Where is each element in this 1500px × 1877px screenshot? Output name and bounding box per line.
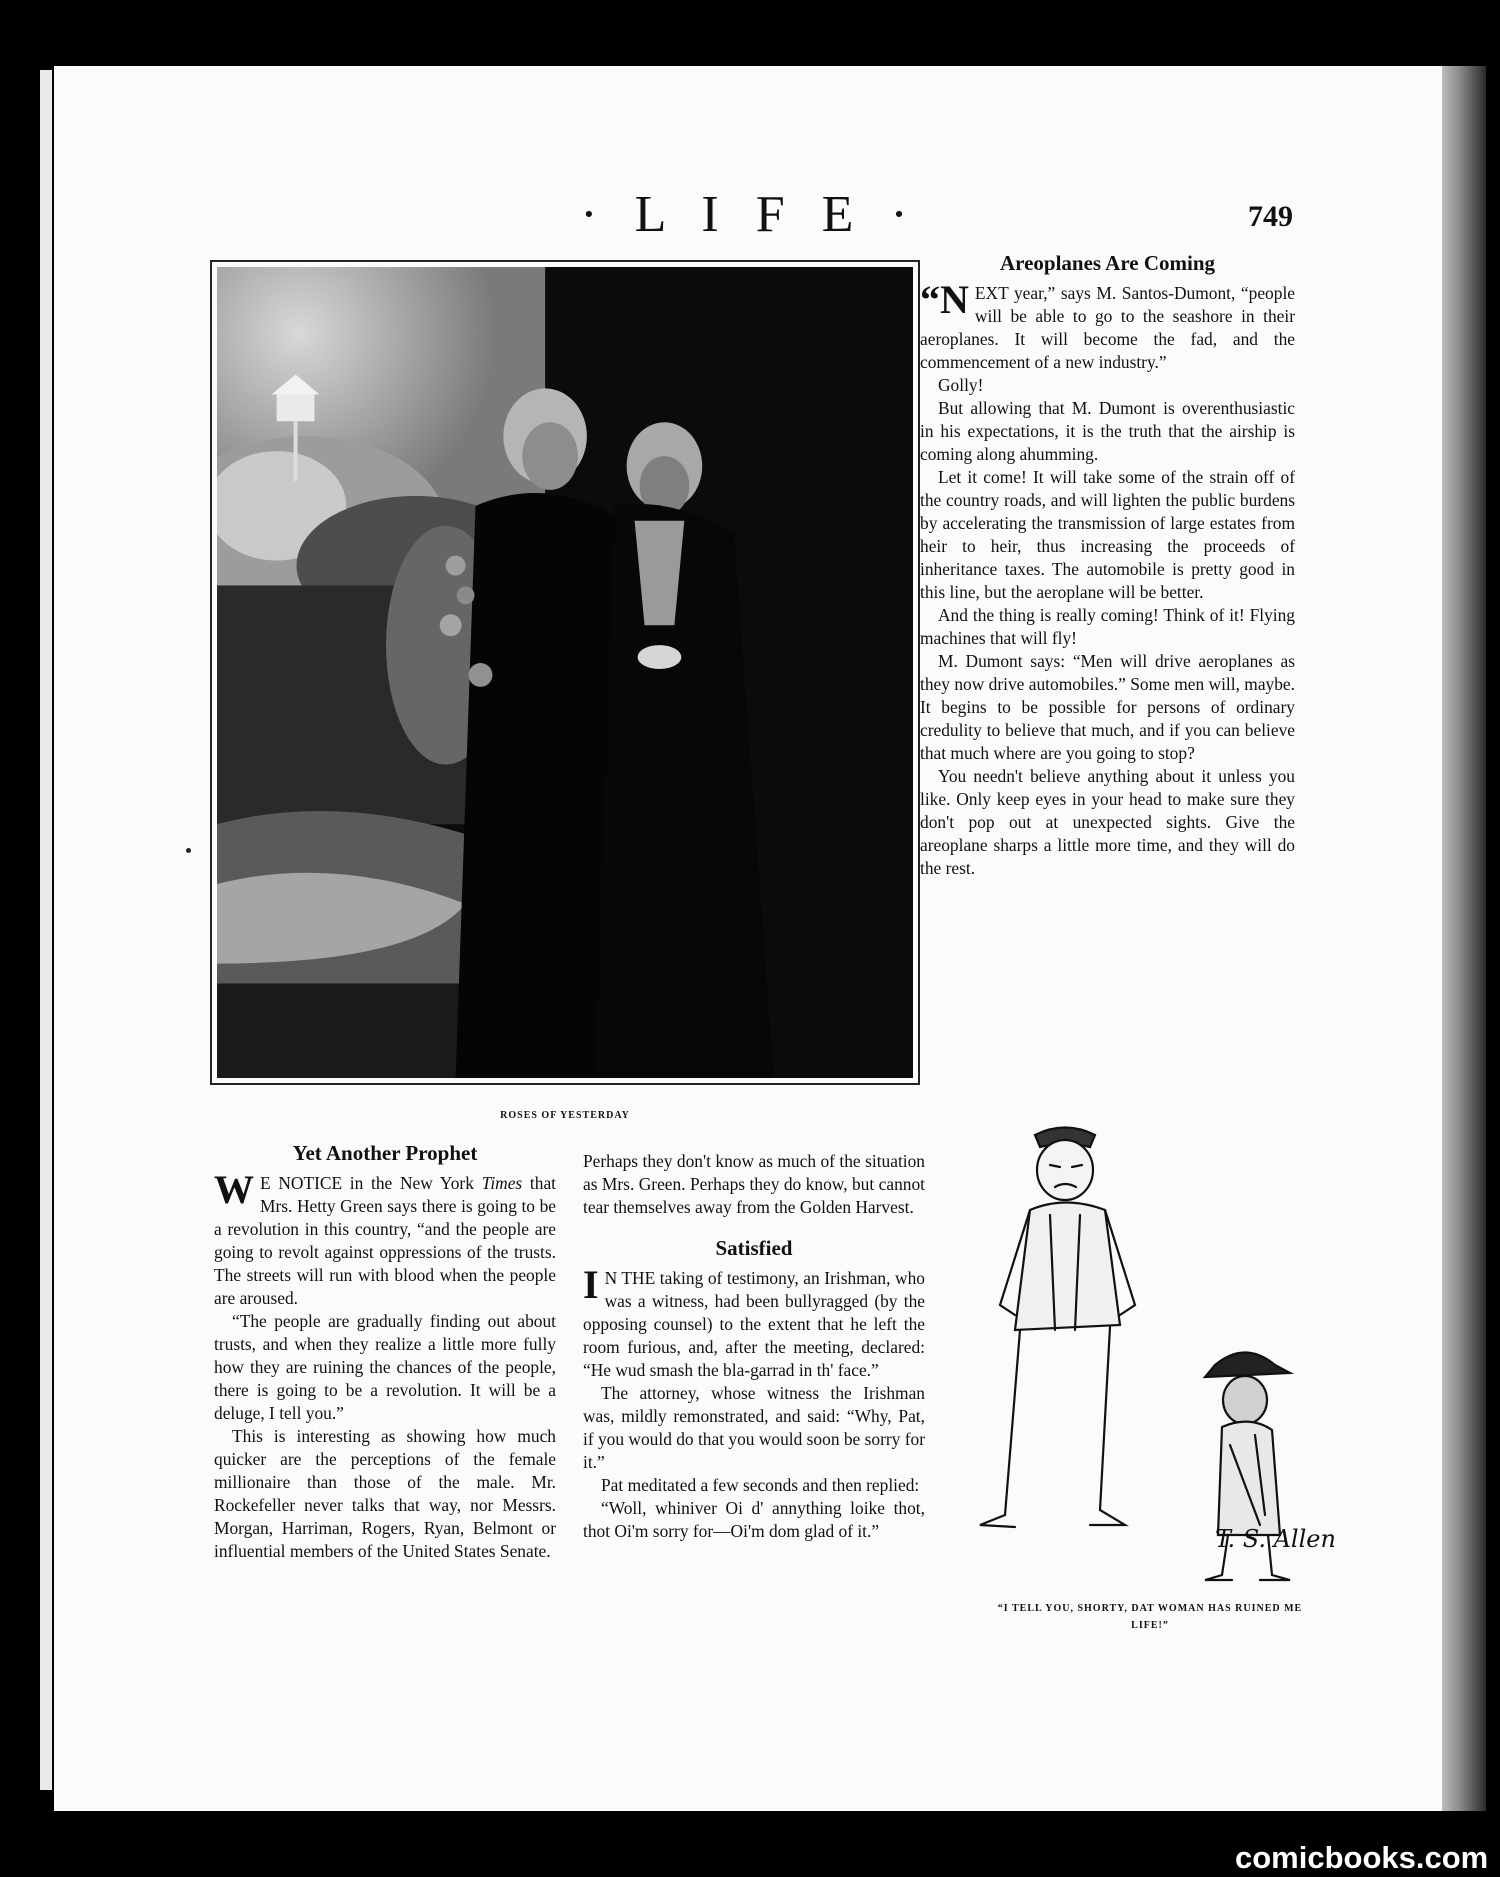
article-paragraph: “NEXT year,” says M. Santos-Dumont, “people will be able to go to the seashore in their aeroplanes. It will become the fad, and the commencement of a new industry.” <box>920 277 1295 372</box>
article-paragraph: And the thing is really coming! Think of it! Flying machines that will fly! <box>920 605 1295 648</box>
painting-illustration <box>210 260 920 1085</box>
article-paragraph: Golly! <box>938 375 984 395</box>
article-paragraph: This is interesting as showing how much quicker are the perceptions of the female millionaire than those of the male. Mr. Rockefeller never talks that way, nor Messrs. Morgan, Harriman, Rogers, Ryan, Belmont or influential members of the United States Senate. <box>214 1426 556 1561</box>
article-paragraph: I N THE taking of testimony, an Irishman, who was a witness, had been bullyragged (by the opposing counsel) to the extent that he left the room furious, and, after the meeting, declared: “He wud smash the bla-garrad in th' face.” <box>583 1262 925 1380</box>
dropcap: W <box>214 1167 254 1212</box>
article-paragraph: Perhaps they don't know as much of the situation as Mrs. Green. Perhaps they do know, but cannot tear themselves away from the Golden Harvest. <box>583 1151 925 1217</box>
cartoon-illustration <box>960 1115 1340 1590</box>
article-paragraph: Pat meditated a few seconds and then replied: <box>601 1475 920 1495</box>
cartoon-drawing <box>960 1115 1340 1590</box>
painting-image <box>217 267 913 1078</box>
article-aeroplanes <box>920 250 1295 880</box>
article-paragraph: “The people are gradually finding out about trusts, and when they realize a little more fully how they are ruining the chances of the people, there is going to be a revolution. It will be a deluge, I tell you.” <box>214 1311 556 1423</box>
watermark: comicbooks.com <box>1235 1840 1489 1875</box>
article-paragraph: M. Dumont says: “Men will drive aeroplanes as they now drive automobiles.” Some men will, maybe. It begins to be possible for persons of ordinary credulity to believe that much, and if you can believe that much where are you going to stop? <box>920 651 1295 763</box>
scan-speck <box>186 848 191 853</box>
cartoon-signature: T. S. Allen <box>1215 1525 1336 1553</box>
article-paragraph: Let it come! It will take some of the strain off of the country roads, and will lighten the public burdens by accelerating the transmission of large estates from heir to heir, thus increasing the proceeds of inheritance taxes. The automobile is pretty good in this line, but the aeroplane will be better. <box>920 467 1295 602</box>
headline-aeroplanes: Areoplanes Are Coming <box>999 251 1216 275</box>
page-number: 749 <box>1248 200 1293 233</box>
article-prophet <box>214 1140 556 1563</box>
dropcap: I <box>583 1262 599 1307</box>
dropcap: “N <box>920 277 969 322</box>
article-column-middle <box>583 1150 925 1543</box>
article-paragraph: W E NOTICE in the New York Times that Mrs. Hetty Green says there is going to be a revolution in this country, “and the people are going to revolt against oppressions of the trusts. The streets will run with blood when the people are aroused. <box>214 1167 556 1308</box>
scan-left-page-edge <box>40 70 52 1790</box>
page-binding-shadow <box>1442 66 1486 1811</box>
headline-satisfied: Satisfied <box>715 1236 793 1260</box>
cartoon-caption: “I TELL YOU, SHORTY, DAT WOMAN HAS RUINED ME LIFE!” <box>997 1603 1303 1631</box>
article-paragraph: The attorney, whose witness the Irishman was, mildly remonstrated, and said: “Why, Pat, if you would do that you would soon be sorry for it.” <box>583 1383 925 1472</box>
headline-prophet: Yet Another Prophet <box>292 1141 478 1165</box>
article-paragraph: “Woll, whiniver Oi d' annything loike thot, thot Oi'm sorry for—Oi'm dom glad of it.” <box>583 1498 925 1541</box>
article-paragraph: But allowing that M. Dumont is overenthusiastic in his expectations, it is the truth that the airship is coming along ahumming. <box>920 398 1295 464</box>
painting-caption: ROSES OF YESTERDAY <box>500 1110 630 1121</box>
masthead-title: · L I F E · <box>580 186 920 243</box>
article-paragraph: You needn't believe anything about it unless you like. Only keep eyes in your head to make sure they don't pop out at unexpected sights. Give the areoplane sharps a little more time, and they will do the rest. <box>920 766 1295 878</box>
